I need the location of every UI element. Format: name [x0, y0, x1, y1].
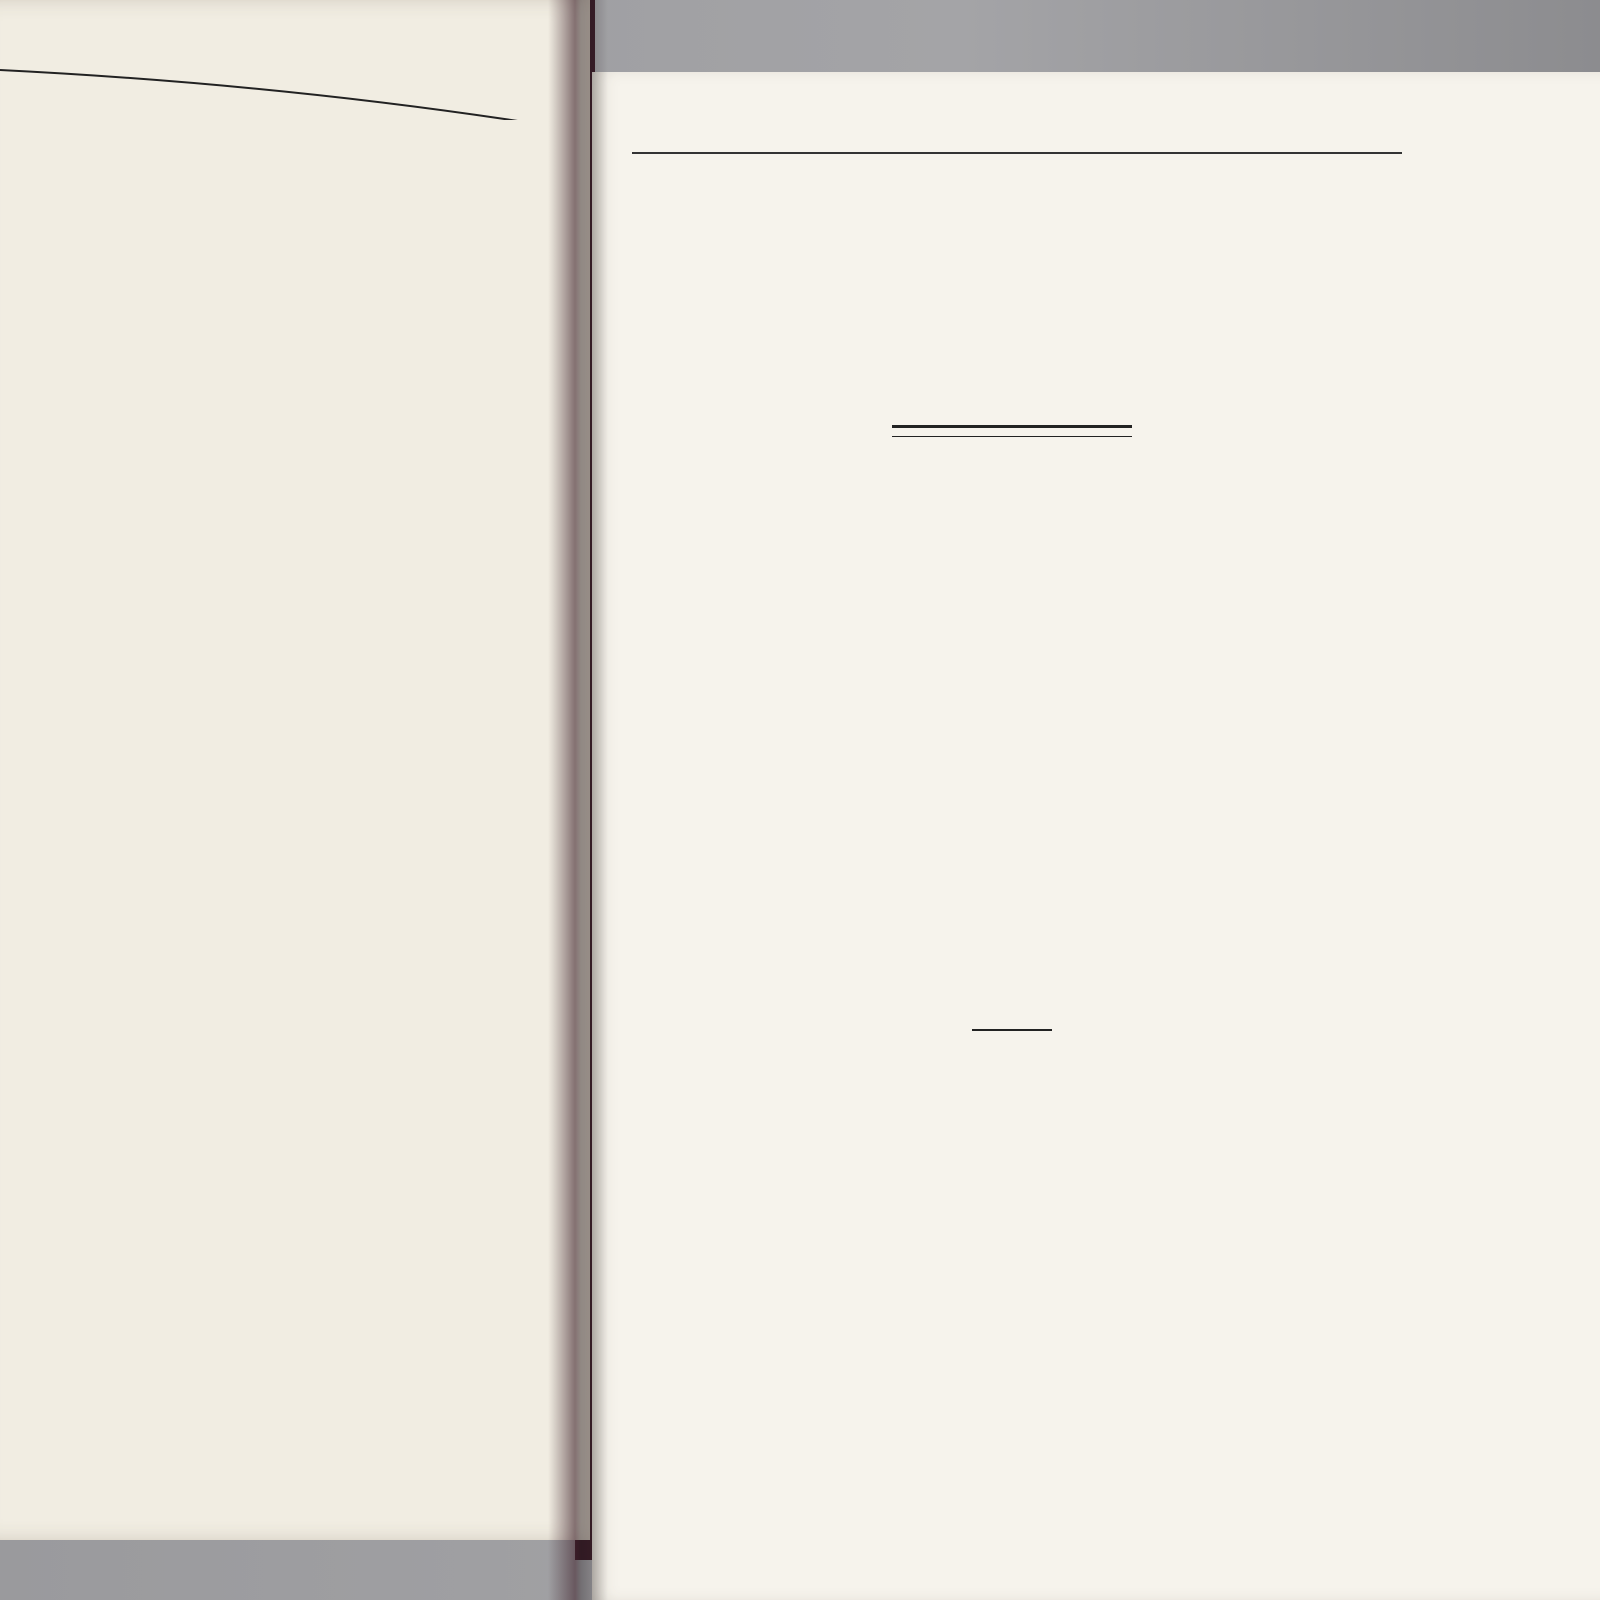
left-page-rule: [0, 60, 590, 120]
header-rule: [632, 152, 1402, 154]
right-page: [592, 72, 1600, 1600]
short-divider: [972, 1029, 1052, 1031]
spine-shadow: [548, 0, 608, 1600]
left-page: [0, 0, 590, 1540]
section-divider: [892, 425, 1132, 437]
